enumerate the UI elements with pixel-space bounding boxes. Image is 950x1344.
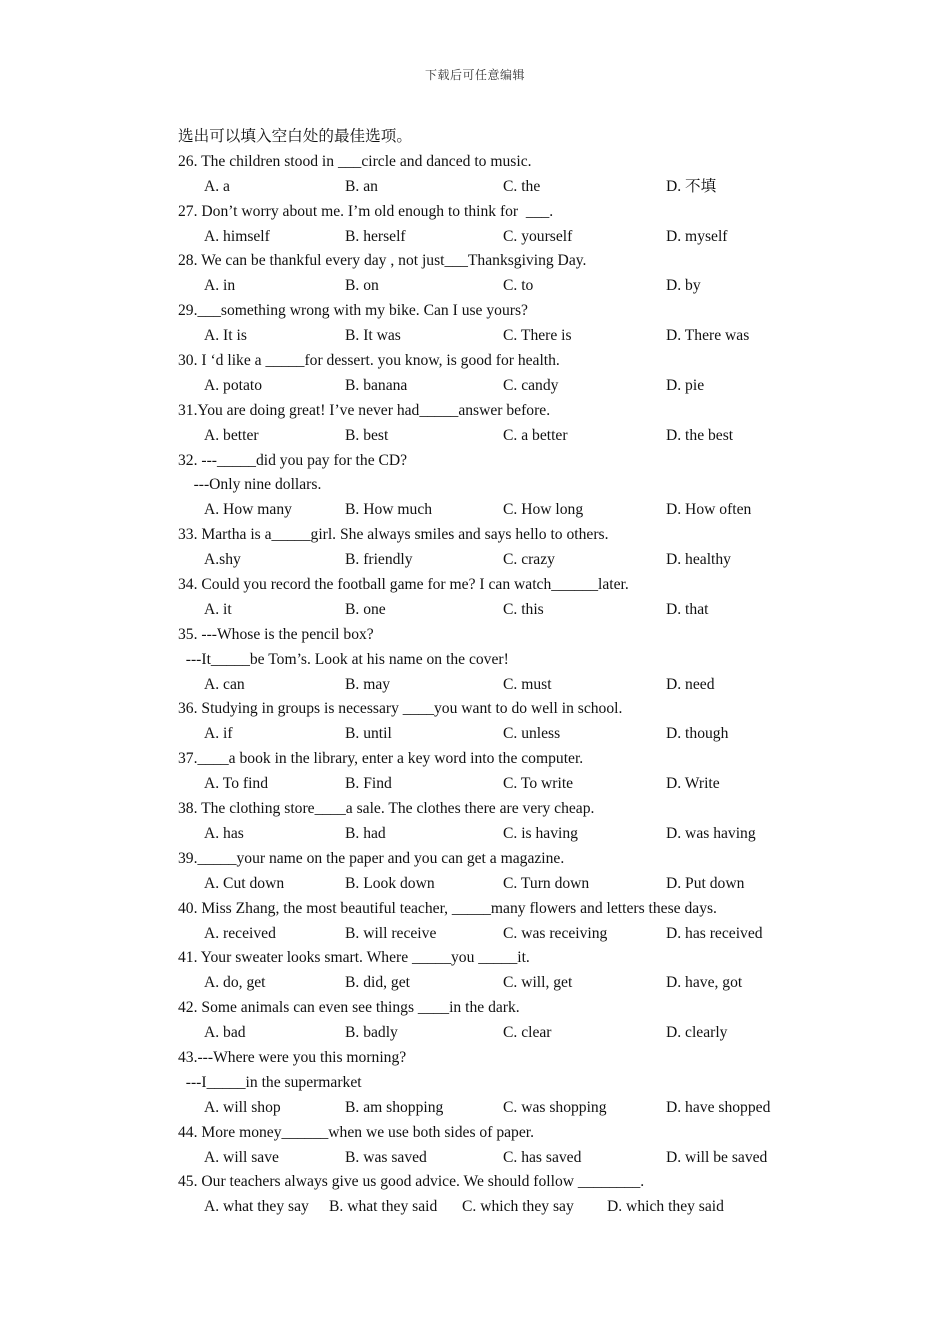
question-stem: 36. Studying in groups is necessary ____you want to do well in school. xyxy=(178,700,623,718)
answer-option-b: B. herself xyxy=(345,227,406,245)
answer-options xyxy=(178,599,828,624)
answer-option-b: B. may xyxy=(345,675,391,693)
answer-options xyxy=(178,375,828,400)
answer-option-b: B. friendly xyxy=(345,551,413,569)
answer-option-d: D. clearly xyxy=(666,1024,728,1042)
answer-option-d: D. Write xyxy=(666,775,720,793)
answer-option-b: B. banana xyxy=(345,376,408,394)
answer-options xyxy=(178,226,828,251)
question-item xyxy=(178,1047,828,1122)
answer-option-a: A. will shop xyxy=(204,1098,281,1116)
answer-options xyxy=(178,1022,828,1047)
question-dialogue-line: ---It_____be Tom’s. Look at his name on the cover! xyxy=(178,650,509,668)
question-item xyxy=(178,898,828,948)
answer-option-c: C. crazy xyxy=(503,551,555,569)
question-item xyxy=(178,524,828,574)
answer-options xyxy=(178,1196,828,1221)
question-item xyxy=(178,350,828,400)
answer-options xyxy=(178,275,828,300)
question-stem: 34. Could you record the football game for me? I can watch______later. xyxy=(178,576,629,594)
question-item xyxy=(178,748,828,798)
answer-option-c: C. this xyxy=(503,600,544,618)
answer-option-d: D. have shopped xyxy=(666,1098,771,1116)
answer-option-b: B. one xyxy=(345,600,386,618)
question-stem: 30. I ‘d like a _____for dessert. you know, is good for health. xyxy=(178,352,560,370)
answer-option-c: C. How long xyxy=(503,501,584,519)
answer-options xyxy=(178,549,828,574)
answer-option-b: B. Find xyxy=(345,775,392,793)
answer-option-a: A. To find xyxy=(204,775,269,793)
answer-option-a: A. a xyxy=(204,177,230,195)
answer-option-c: C. a better xyxy=(503,426,568,444)
question-stem: 32. ---_____did you pay for the CD? xyxy=(178,451,408,469)
answer-option-b: B. did, get xyxy=(345,974,410,992)
answer-option-a: A. Cut down xyxy=(204,874,285,892)
answer-options xyxy=(178,1097,828,1122)
answer-option-d: D. Put down xyxy=(666,874,745,892)
answer-option-a: A. it xyxy=(204,600,232,618)
answer-option-b: B. on xyxy=(345,277,379,295)
answer-option-a: A. in xyxy=(204,277,236,295)
answer-option-c: C. There is xyxy=(503,327,572,345)
answer-option-d: D. which they said xyxy=(607,1198,724,1216)
answer-option-c: C. the xyxy=(503,177,541,195)
answer-option-d: D. was having xyxy=(666,824,756,842)
question-item xyxy=(178,201,828,251)
question-item xyxy=(178,997,828,1047)
question-item xyxy=(178,848,828,898)
question-stem: 38. The clothing store____a sale. The clothes there are very cheap. xyxy=(178,800,595,818)
answer-option-a: A. do, get xyxy=(204,974,266,992)
answer-option-d: D. the best xyxy=(666,426,734,444)
answer-option-d: D. myself xyxy=(666,227,728,245)
answer-option-b: B. an xyxy=(345,177,378,195)
question-list xyxy=(178,126,828,1221)
question-stem: 44. More money______when we use both sides of paper. xyxy=(178,1123,534,1141)
answer-option-c: C. must xyxy=(503,675,552,693)
question-stem: 35. ---Whose is the pencil box? xyxy=(178,625,374,643)
answer-options xyxy=(178,176,828,201)
answer-option-b: B. until xyxy=(345,725,392,743)
answer-option-c: C. Turn down xyxy=(503,874,590,892)
question-stem: 41. Your sweater looks smart. Where _____you _____it. xyxy=(178,949,530,967)
answer-option-d: D. There was xyxy=(666,327,750,345)
answer-option-c: C. candy xyxy=(503,376,559,394)
question-item xyxy=(178,574,828,624)
question-item xyxy=(178,947,828,997)
answer-option-d: D. pie xyxy=(666,376,705,394)
answer-option-b: B. It was xyxy=(345,327,401,345)
question-item xyxy=(178,300,828,350)
answer-option-c: C. To write xyxy=(503,775,574,793)
answer-options xyxy=(178,325,828,350)
answer-options xyxy=(178,1147,828,1172)
answer-option-a: A. How many xyxy=(204,501,292,519)
answer-option-c: C. was shopping xyxy=(503,1098,607,1116)
question-stem: 45. Our teachers always give us good advice. We should follow ________. xyxy=(178,1173,645,1191)
question-stem: 37.____a book in the library, enter a key word into the computer. xyxy=(178,750,584,768)
answer-option-b: B. what they said xyxy=(329,1198,438,1216)
answer-option-a: A. bad xyxy=(204,1024,246,1042)
answer-option-a: A. received xyxy=(204,924,276,942)
answer-option-b: B. am shopping xyxy=(345,1098,444,1116)
answer-option-b: B. How much xyxy=(345,501,433,519)
question-stem: 27. Don’t worry about me. I’m old enough to think for ___. xyxy=(178,202,554,220)
answer-option-c: C. to xyxy=(503,277,534,295)
question-stem: 40. Miss Zhang, the most beautiful teacher, _____many flowers and letters these days. xyxy=(178,899,717,917)
answer-option-a: A. will save xyxy=(204,1148,279,1166)
question-item xyxy=(178,698,828,748)
answer-option-c: C. unless xyxy=(503,725,561,743)
question-stem: 26. The children stood in ___circle and danced to music. xyxy=(178,152,532,170)
answer-option-b: B. best xyxy=(345,426,389,444)
answer-options xyxy=(178,674,828,699)
answer-option-b: B. had xyxy=(345,824,386,842)
answer-option-d: D. has received xyxy=(666,924,763,942)
question-item xyxy=(178,624,828,699)
question-stem: 42. Some animals can even see things ____in the dark. xyxy=(178,999,520,1017)
question-stem: 31.You are doing great! I’ve never had_____answer before. xyxy=(178,401,551,419)
answer-option-a: A.shy xyxy=(204,551,241,569)
answer-option-a: A. better xyxy=(204,426,259,444)
answer-option-a: A. potato xyxy=(204,376,263,394)
answer-option-b: B. badly xyxy=(345,1024,398,1042)
question-item xyxy=(178,1122,828,1172)
answer-options xyxy=(178,972,828,997)
answer-option-c: C. clear xyxy=(503,1024,552,1042)
answer-option-c: C. has saved xyxy=(503,1148,582,1166)
answer-options xyxy=(178,499,828,524)
answer-option-d: D. by xyxy=(666,277,701,295)
question-item xyxy=(178,1171,828,1221)
answer-option-c: C. yourself xyxy=(503,227,573,245)
answer-option-d: D. need xyxy=(666,675,715,693)
question-stem: 28. We can be thankful every day , not just___Thanksgiving Day. xyxy=(178,252,587,270)
answer-option-d: D. 不填 xyxy=(666,177,717,195)
answer-option-c: C. will, get xyxy=(503,974,573,992)
answer-option-d: D. will be saved xyxy=(666,1148,768,1166)
answer-option-a: A. himself xyxy=(204,227,270,245)
answer-option-d: D. How often xyxy=(666,501,752,519)
answer-option-a: A. has xyxy=(204,824,244,842)
answer-option-d: D. that xyxy=(666,600,709,618)
answer-options xyxy=(178,425,828,450)
question-stem: 39._____your name on the paper and you can get a magazine. xyxy=(178,849,565,867)
answer-option-a: A. It is xyxy=(204,327,247,345)
question-item xyxy=(178,400,828,450)
question-stem: 43.---Where were you this morning? xyxy=(178,1048,407,1066)
question-dialogue-line: ---Only nine dollars. xyxy=(178,476,322,494)
page-header: 下载后可任意编辑 xyxy=(424,68,525,82)
question-item xyxy=(178,151,828,201)
answer-option-a: A. can xyxy=(204,675,245,693)
question-stem: 33. Martha is a_____girl. She always smiles and says hello to others. xyxy=(178,526,609,544)
answer-option-c: C. which they say xyxy=(462,1198,574,1216)
question-item xyxy=(178,798,828,848)
answer-option-c: C. was receiving xyxy=(503,924,608,942)
answer-option-c: C. is having xyxy=(503,824,578,842)
answer-option-d: D. though xyxy=(666,725,729,743)
question-stem: 29.___something wrong with my bike. Can I use yours? xyxy=(178,302,528,320)
question-item xyxy=(178,450,828,525)
question-dialogue-line: ---I_____in the supermarket xyxy=(178,1073,362,1091)
answer-option-a: A. what they say xyxy=(204,1198,309,1216)
answer-options xyxy=(178,923,828,948)
question-item xyxy=(178,250,828,300)
answer-option-b: B. was saved xyxy=(345,1148,427,1166)
answer-option-a: A. if xyxy=(204,725,233,743)
answer-options xyxy=(178,723,828,748)
instruction: 选出可以填入空白处的最佳选项。 xyxy=(178,128,412,145)
answer-options xyxy=(178,773,828,798)
answer-option-d: D. healthy xyxy=(666,551,731,569)
answer-options xyxy=(178,873,828,898)
answer-option-d: D. have, got xyxy=(666,974,743,992)
answer-option-b: B. will receive xyxy=(345,924,437,942)
answer-option-b: B. Look down xyxy=(345,874,435,892)
answer-options xyxy=(178,823,828,848)
